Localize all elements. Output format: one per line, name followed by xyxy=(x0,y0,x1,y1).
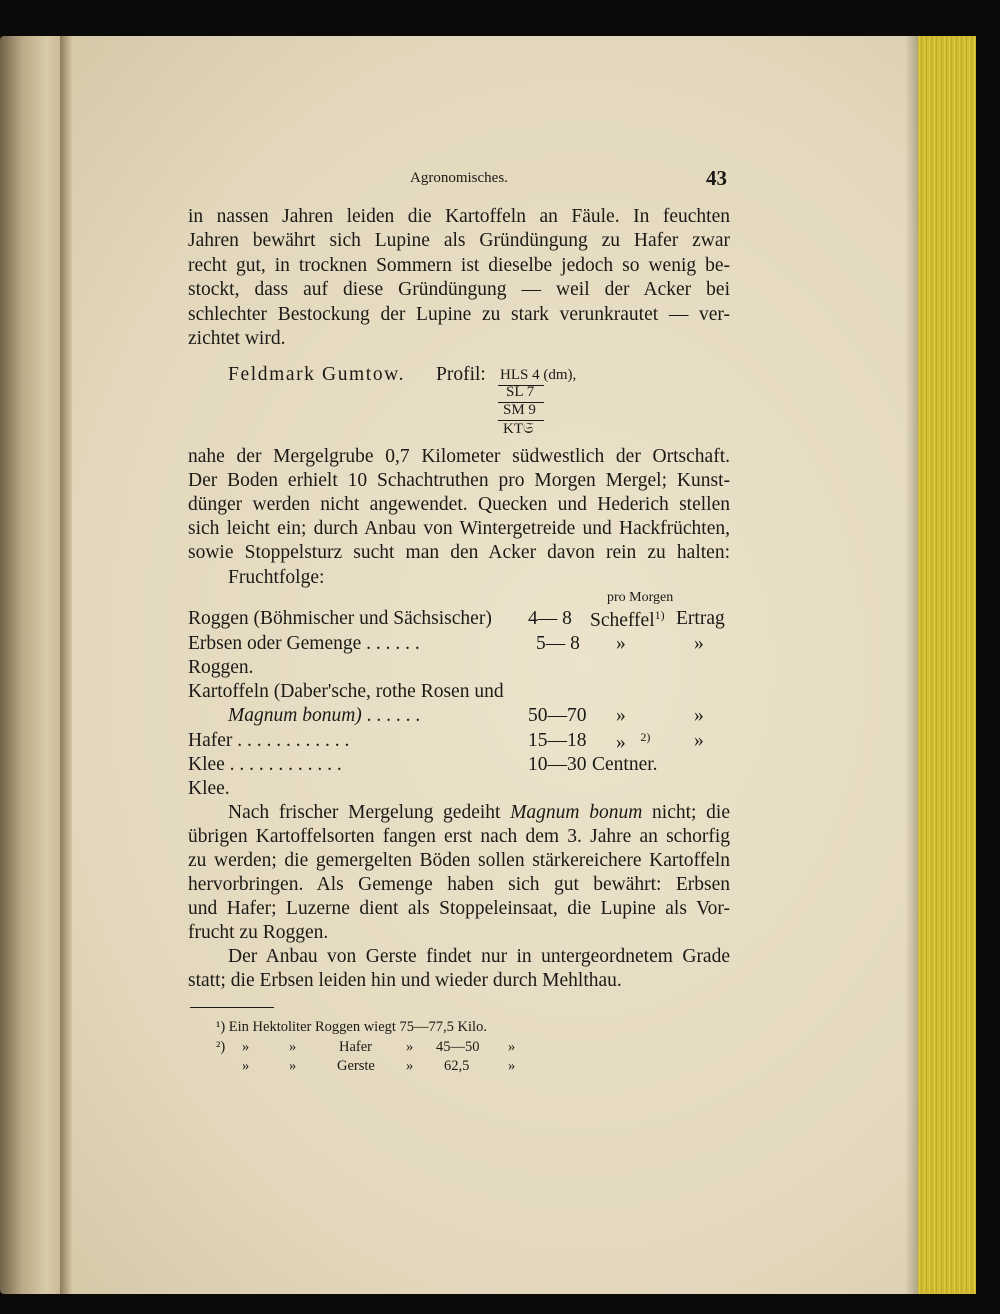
crop-unit: » $^{2)}$ xyxy=(616,730,651,753)
ditto-mark: » xyxy=(406,1039,414,1055)
crop-yield: 5— 8 xyxy=(536,633,580,654)
text-line: schlechter Bestockung der Lupine zu stark verunkrautet — ver- xyxy=(188,304,730,325)
crop-unit: » xyxy=(616,705,626,726)
field-name: Feldmark Gumtow. xyxy=(228,364,406,385)
crop-name: Erbsen oder Gemenge . . . . . . xyxy=(188,633,420,654)
text-line: Jahren bewährt sich Lupine als Gründüngung zu Hafer zwar xyxy=(188,230,730,251)
crop-name: Kartoffeln (Daber'sche, rothe Rosen und xyxy=(188,681,504,702)
crop-yield: 15—18 xyxy=(528,730,587,751)
text-line: in nassen Jahren leiden die Kartoffeln an Fäule. In feuchten xyxy=(188,206,730,227)
ditto-mark: » xyxy=(508,1039,516,1055)
crop-suffix: Ertrag xyxy=(676,608,725,629)
text-line: zichtet wird. xyxy=(188,328,286,349)
footnote-2-marker: ²) xyxy=(216,1039,226,1055)
ditto-mark: » xyxy=(242,1058,250,1074)
profile-layer: HLS 4 (dm), xyxy=(500,367,577,383)
crop-name: Roggen (Böhmischer und Sächsischer) xyxy=(188,608,492,629)
profile-layer: KT𝔖 xyxy=(503,421,534,437)
footnote-ref: 1) xyxy=(654,608,665,622)
text-line: sowie Stoppelsturz sucht man den Acker davon rein zu halten: xyxy=(188,542,730,563)
text-line: hervorbringen. Als Gemenge haben sich gut bewährt: Erbsen xyxy=(188,874,730,895)
page-number: 43 xyxy=(706,166,727,190)
crop-unit: Centner. xyxy=(592,754,658,775)
ditto-mark: » xyxy=(406,1058,414,1074)
footnote-weight: 62,5 xyxy=(444,1058,470,1074)
running-header: Agronomisches. xyxy=(410,170,508,186)
text-line: zu werden; die gemergelten Böden sollen stärkereichere Kartoffeln xyxy=(188,850,730,871)
text-line: und Hafer; Luzerne dient als Stoppeleinsaat, die Lupine als Vor- xyxy=(188,898,730,919)
footnote-crop: Hafer xyxy=(339,1039,373,1055)
text-line: stockt, dass auf diese Gründüngung — weil der Acker bei xyxy=(188,279,730,300)
text-line: nahe der Mergelgrube 0,7 Kilometer südwestlich der Ortschaft. xyxy=(188,446,730,467)
crop-name: Klee . . . . . . . . . . . . xyxy=(188,754,342,775)
text-line: Der Boden erhielt 10 Schachtruthen pro Morgen Mergel; Kunst- xyxy=(188,470,730,491)
crop-yield: 50—70 xyxy=(528,705,587,726)
crop-yield: 4— 8 xyxy=(528,608,572,629)
rotation-heading: Fruchtfolge: xyxy=(228,567,325,588)
crop-unit: Scheffel$^{1)}$ xyxy=(590,608,665,631)
crop-name: Roggen. xyxy=(188,657,254,678)
text-line: sich leicht ein; durch Anbau von Wintergetreide und Hackfrüchten, xyxy=(188,518,730,539)
ditto-mark: » xyxy=(508,1058,516,1074)
text-line: recht gut, in trocknen Sommern ist dieselbe jedoch so wenig be- xyxy=(188,255,730,276)
crop-name: Klee. xyxy=(188,778,230,799)
ditto-mark: » xyxy=(289,1058,297,1074)
footnote-1: ¹) Ein Hektoliter Roggen wiegt 75—77,5 Kilo. xyxy=(216,1019,487,1035)
ditto-mark: » xyxy=(289,1039,297,1055)
footnote-weight: 45—50 xyxy=(436,1039,480,1055)
crop-unit: » xyxy=(616,633,626,654)
text-line: Der Anbau von Gerste findet nur in untergeordnetem Grade xyxy=(228,946,730,967)
text-line: frucht zu Roggen. xyxy=(188,922,329,943)
footnote-ref: 2) xyxy=(640,730,651,744)
text-line: dünger werden nicht angewendet. Quecken und Hederich stellen xyxy=(188,494,730,515)
text-line: statt; die Erbsen leiden hin und wieder durch Mehlthau. xyxy=(188,970,622,991)
crop-name: Hafer . . . . . . . . . . . . xyxy=(188,730,350,751)
gilded-page-edges xyxy=(918,36,976,1294)
crop-suffix: » xyxy=(694,705,704,726)
profile-label: Profil: xyxy=(436,364,486,385)
crop-yield: 10—30 xyxy=(528,754,587,775)
crop-name: Magnum bonum) . . . . . . xyxy=(228,705,421,726)
footnote-rule xyxy=(190,1007,274,1008)
footnote-crop: Gerste xyxy=(337,1058,375,1074)
left-page-edge xyxy=(0,36,62,1294)
text-line: übrigen Kartoffelsorten fangen erst nach dem 3. Jahre an schorfig xyxy=(188,826,730,847)
crop-suffix: » xyxy=(694,730,704,751)
text-line: Nach frischer Mergelung gedeiht Magnum bonum nicht; die xyxy=(228,802,731,823)
unit-header: pro Morgen xyxy=(607,590,674,605)
profile-layer: SM 9 xyxy=(503,402,536,418)
profile-layer: SL 7 xyxy=(506,384,535,400)
ditto-mark: » xyxy=(242,1039,250,1055)
crop-suffix: » xyxy=(694,633,704,654)
